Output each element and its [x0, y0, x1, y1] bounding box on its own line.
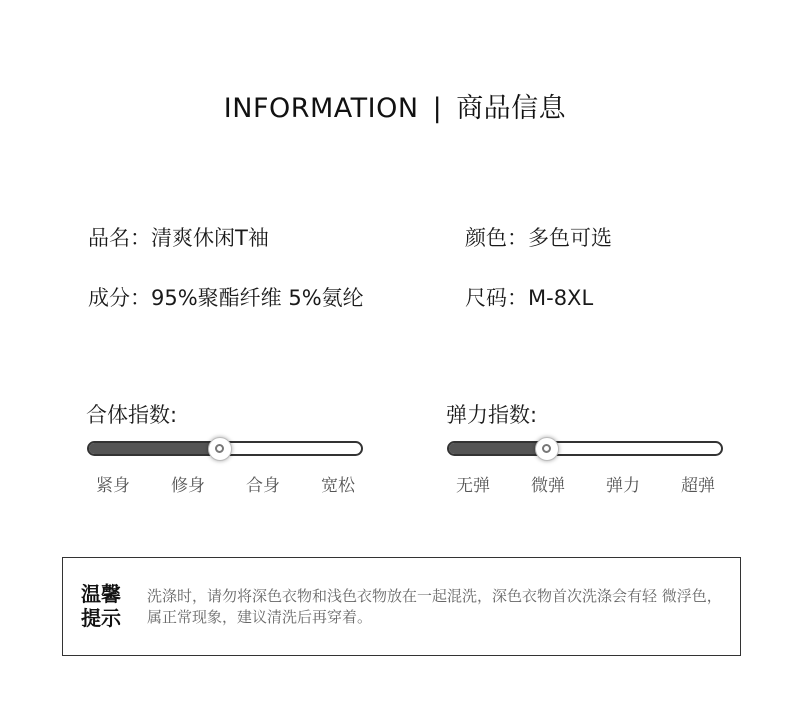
product-name: 品名：清爽休闲T袖 — [88, 226, 269, 250]
fit-tick-label: 修身 — [171, 476, 205, 496]
fit-tick-label: 紧身 — [96, 476, 130, 496]
care-tips-title-line: 温馨 — [81, 582, 121, 606]
fit-tick-label: 宽松 — [321, 476, 355, 496]
page-title — [0, 86, 790, 125]
product-material: 成分：95%聚酯纤维 5%氨纶 — [88, 286, 364, 310]
care-tips-box — [62, 557, 741, 656]
fit-tick-label: 合身 — [246, 476, 280, 496]
stretch-scale-title: 弹力指数: — [446, 403, 538, 427]
stretch-tick-label: 微弹 — [531, 476, 565, 496]
title-chinese: 商品信息 — [456, 93, 567, 124]
fit-scale-track — [87, 441, 363, 456]
title-english: INFORMATION — [223, 93, 419, 124]
stretch-tick-label: 无弹 — [456, 476, 490, 496]
product-size: 尺码：M-8XL — [465, 286, 594, 310]
care-tips-title-line: 提示 — [81, 606, 121, 630]
product-color: 颜色：多色可选 — [465, 226, 612, 250]
care-tips-title — [81, 582, 129, 630]
stretch-tick-label: 超弹 — [681, 476, 715, 496]
stretch-scale-track — [447, 441, 723, 456]
fit-scale-knob — [208, 437, 232, 461]
stretch-scale-fill — [449, 443, 547, 454]
fit-scale-fill — [89, 443, 220, 454]
stretch-tick-label: 弹力 — [606, 476, 640, 496]
stretch-scale-knob — [535, 437, 559, 461]
care-tips-text: 洗涤时，请勿将深色衣物和浅色衣物放在一起混洗，深色衣物首次洗涤会有轻 微浮色，属正常现象，建议清洗后再穿着。 — [147, 587, 722, 626]
fit-scale-title: 合体指数: — [86, 403, 178, 427]
title-separator: | — [432, 93, 443, 124]
